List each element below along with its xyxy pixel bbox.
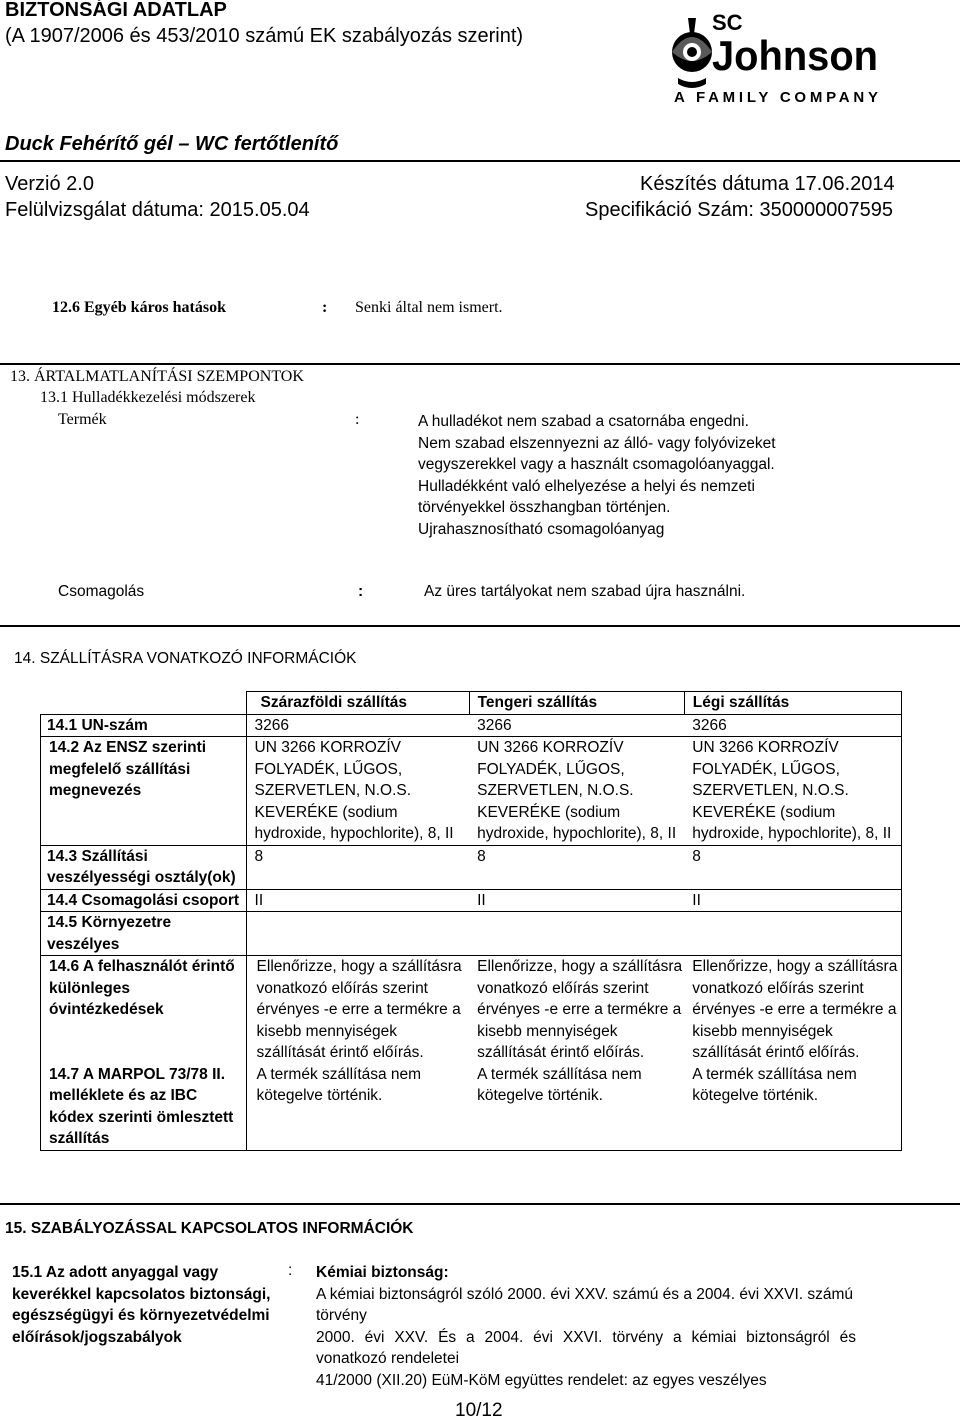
section-divider [0,363,960,365]
table-cell: 8 [469,845,684,889]
table-cell: 3266 [469,714,684,737]
svg-text:SC: SC [712,10,743,35]
svg-text:Johnson: Johnson [712,32,878,79]
table-cell: A termék szállítása nem kötegelve történik. [684,1064,901,1151]
sc-johnson-logo [668,8,880,106]
table-cell: 3266 [684,714,901,737]
row-label: 14.6 A felhasználót érintő különleges óvintézkedések [41,956,247,1064]
specification-number: Specifikáció Szám: 350000007595 [585,199,893,221]
table-cell [684,912,901,956]
s13-packaging-label: Csomagolás [58,583,145,600]
s15-1-colon: : [288,1262,293,1279]
section-divider [0,625,960,627]
column-header-land: Szárazföldi szállítás [246,692,469,715]
section-divider [0,1203,960,1205]
text-line: Nem szabad elszennyezni az álló- vagy folyóvizeket [418,434,776,452]
row-label: 14.3 Szállítási veszélyességi osztály(ok) [41,845,247,889]
table-row [41,1064,902,1151]
page-number: 10/12 [455,1400,503,1421]
table-row [41,912,902,956]
table-cell: II [246,889,469,912]
table-row [41,845,902,889]
document-title: BIZTONSÁGI ADATLAP [5,0,227,21]
table-cell: 8 [684,845,901,889]
table-row [41,737,902,846]
table-row [41,956,902,1064]
creation-date: Készítés dátuma 17.06.2014 [640,173,895,195]
text-line: vegyszerekkel vagy a használt csomagolóanyaggal. [418,456,775,473]
table-cell: A termék szállítása nem kötegelve történik. [246,1064,469,1151]
s13-heading: 13. ÁRTALMATLANÍTÁSI SZEMPONTOK [10,368,304,385]
s15-heading: 15. SZABÁLYOZÁSSAL KAPCSOLATOS INFORMÁCIÓK [5,1220,414,1237]
s15-value-paragraph: 41/2000 (XII.20) EüM-KöM együttes rendelet: az egyes veszélyes [316,1371,767,1389]
s13-subheading: 13.1 Hulladékkezelési módszerek [40,389,256,406]
s13-product-colon: : [355,411,360,428]
s15-1-value [316,1262,856,1391]
table-cell: UN 3266 KORROZÍV FOLYADÉK, LŰGOS, SZERVETLEN, N.O.S. KEVERÉKE (sodium hydroxide, hypochlorite), 8, II [246,737,469,846]
header-divider [0,160,960,162]
s15-1-label: 15.1 Az adott anyaggal vagy keverékkel kapcsolatos biztonsági, egészségügyi és környezetvédelmi előírások/jogszabályok [12,1264,271,1346]
table-cell: Ellenőrizze, hogy a szállításra vonatkozó előírás szerint érvényes -e erre a termékre a kisebb mennyiségek szállítását érintő előírás. [469,956,684,1064]
s15-value-paragraph: 2000. évi XXV. És a 2004. évi XXVI. törvény a kémiai biztonságról és vonatkozó rendeletei [316,1328,856,1367]
row-label: 14.4 Csomagolási csoport [41,889,247,912]
version: Verzió 2.0 [5,173,94,195]
column-header-air: Légi szállítás [684,692,901,715]
table-row [41,714,902,737]
text-line: A hulladékot nem szabad a csatornába engedni. [418,413,749,430]
text-line: Ujrahasznosítható csomagolóanyag [418,520,665,538]
s15-value-title: Kémiai biztonság: [316,1264,449,1281]
table-cell: II [469,889,684,912]
document-subtitle: (A 1907/2006 és 453/2010 számú EK szabályozás szerint) [5,25,524,47]
table-cell [246,912,469,956]
table-cell: Ellenőrizze, hogy a szállításra vonatkozó előírás szerint érvényes -e erre a termékre a kisebb mennyiségek szállítását érintő előírás. [684,956,901,1064]
s14-heading: 14. SZÁLLÍTÁSRA VONATKOZÓ INFORMÁCIÓK [14,650,357,667]
table-cell: UN 3266 KORROZÍV FOLYADÉK, LŰGOS, SZERVETLEN, N.O.S. KEVERÉKE (sodium hydroxide, hypochlorite), 8, II [469,737,684,846]
transport-table [40,691,902,1151]
table-cell: UN 3266 KORROZÍV FOLYADÉK, LŰGOS, SZERVETLEN, N.O.S. KEVERÉKE (sodium hydroxide, hypochlorite), 8, II [684,737,901,846]
s13-packaging-colon: : [358,583,364,600]
table-cell: Ellenőrizze, hogy a szállításra vonatkozó előírás szerint érvényes -e erre a termékre a kisebb mennyiségek szállítását érintő előírás. [246,956,469,1064]
s13-product-label: Termék [58,411,107,428]
table-header-row [41,692,902,715]
svg-text:A FAMILY COMPANY: A FAMILY COMPANY [674,89,878,106]
row-label: 14.2 Az ENSZ szerinti megfelelő szállítási megnevezés [41,737,247,846]
row-label: 14.1 UN-szám [41,714,247,737]
table-cell: A termék szállítása nem kötegelve történik. [469,1064,684,1151]
s12-6-label: 12.6 Egyéb káros hatások [52,299,226,316]
product-name: Duck Fehérítő gél – WC fertőtlenítő [5,133,339,155]
text-line: Hulladékként való elhelyezése a helyi és nemzeti [418,477,755,495]
s12-6-value: Senki által nem ismert. [355,299,503,316]
table-cell: 3266 [246,714,469,737]
text-line: törvényekkel összhangban történjen. [418,499,671,516]
row-label: 14.5 Környezetre veszélyes [41,912,247,956]
s12-6-colon: : [322,299,328,316]
table-cell: II [684,889,901,912]
table-cell [469,912,684,956]
review-date: Felülvizsgálat dátuma: 2015.05.04 [5,199,310,221]
row-label: 14.7 A MARPOL 73/78 II. melléklete és az IBC kódex szerinti ömlesztett szállítás [41,1064,247,1151]
table-row [41,889,902,912]
s13-packaging-value: Az üres tartályokat nem szabad újra használni. [424,583,746,600]
column-header-sea: Tengeri szállítás [469,692,684,715]
s15-value-paragraph: A kémiai biztonságról szóló 2000. évi XXV. számú és a 2004. évi XXVI. számú törvény [316,1285,854,1324]
table-cell: 8 [246,845,469,889]
s13-product-text [418,411,838,540]
